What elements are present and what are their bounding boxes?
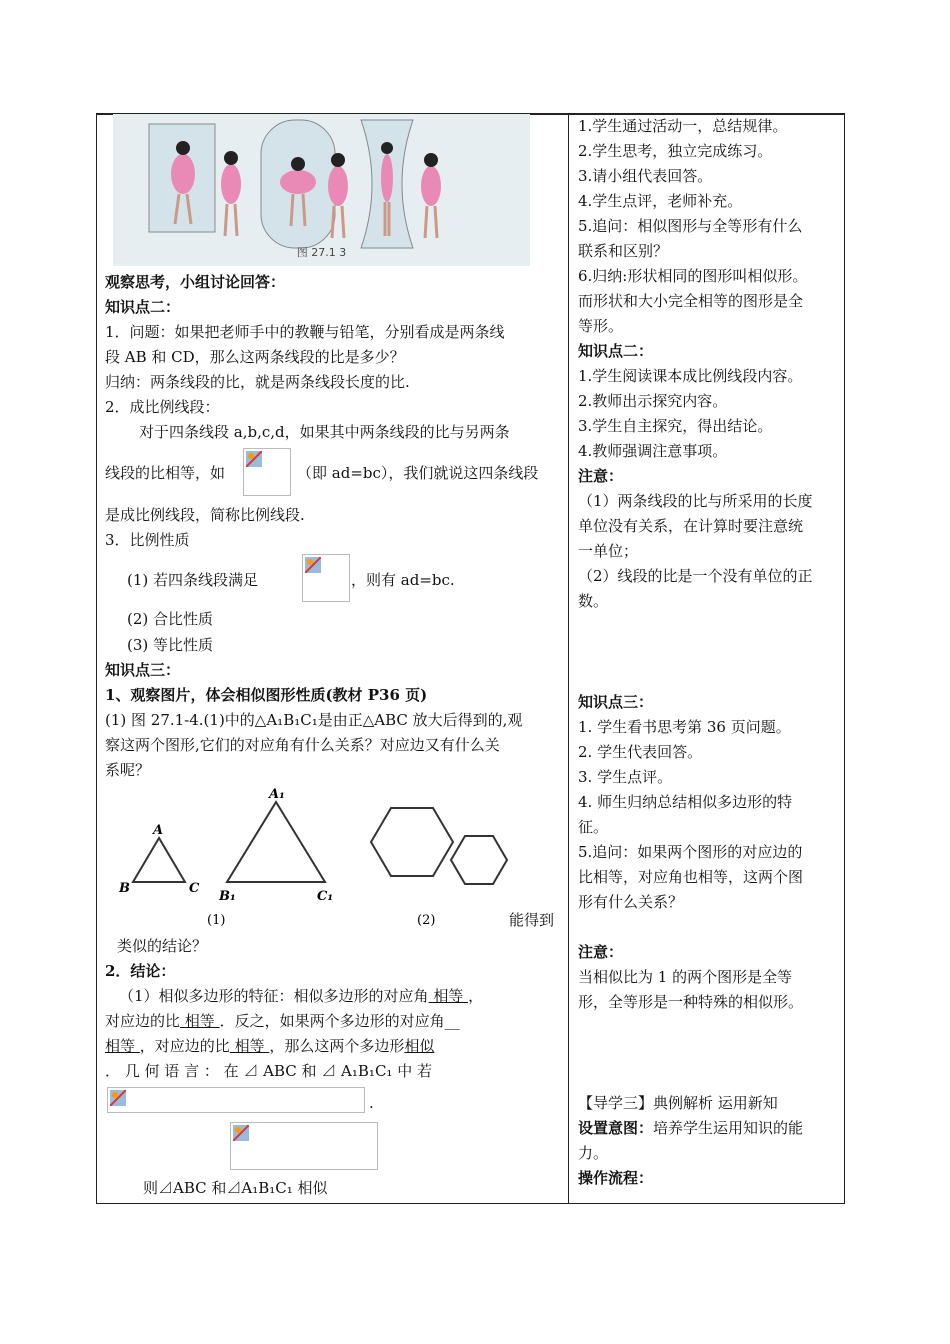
label-b: B [119, 881, 130, 896]
right-note2-line-1: 当相似比为 1 的两个图形是全等 [578, 968, 793, 986]
mirror-figure [113, 114, 530, 266]
right-note2-heading: 注意： [578, 943, 624, 961]
image-placeholder-icon [233, 1125, 249, 1141]
conclusion-line-4 [105, 1062, 432, 1080]
right-kp2-heading: 知识点二： [578, 342, 654, 360]
intent-line [578, 1119, 803, 1137]
conclusion-similar: 则⊿ABC 和⊿A₁B₁C₁ 相似 [143, 1179, 328, 1197]
lesson-table [96, 113, 845, 1204]
image-placeholder-icon [305, 557, 321, 573]
guide-heading: 【导学三】典例解析 运用新知 [578, 1094, 778, 1112]
kp3-heading: 知识点三： [105, 661, 181, 679]
conclusion-line-2: 对应边的比 相等 ．反之，如果两个多边形的对应角__ [105, 1012, 460, 1030]
intent-text: 培养学生运用知识的能 [653, 1119, 804, 1137]
image-placeholder-icon [246, 451, 262, 467]
right-note-heading: 注意： [578, 467, 624, 485]
blank-angles-equal-2: 相等 [105, 1037, 140, 1055]
observe-heading: 观察思考，小组讨论回答： [105, 273, 286, 291]
right-item-5b: 联系和区别？ [578, 242, 669, 260]
label-a1: A₁ [269, 787, 285, 802]
right-item-6a: 6.归纳:形状相同的图形叫相似形。 [578, 267, 808, 285]
label-c1: C₁ [317, 889, 334, 904]
right-kp3-item-4a: 4. 师生归纳总结相似多边形的特 [578, 793, 793, 811]
right-item-2: 2.学生思考，独立完成练习。 [578, 142, 773, 160]
conclusion-text-4: ，对应边的比 [139, 1037, 230, 1055]
figure-label-1: (1) [207, 913, 226, 928]
conclusion-text-2: 对应边的比 [105, 1012, 181, 1030]
blank-ratios-equal: 相等 [180, 1012, 220, 1030]
right-kp2-item-4: 4.教师强调注意事项。 [578, 442, 728, 460]
conclusion-title: 2．结论： [105, 962, 176, 980]
right-kp2-item-2: 2.教师出示探究内容。 [578, 392, 728, 410]
similar-conclusion-a: 能得到 [509, 911, 555, 929]
right-kp3-item-5c: 形有什么关系？ [578, 893, 684, 911]
right-item-3: 3.请小组代表回答。 [578, 167, 713, 185]
question-line-1: 1．问题：如果把老师手中的教鞭与铅笔，分别看成是两条线 [105, 323, 505, 341]
formula-image-1 [243, 448, 291, 496]
right-note-2b: 数。 [578, 592, 609, 610]
proportional-line-3: 是成比例线段，简称比例线段. [105, 506, 305, 524]
right-kp3-item-1: 1. 学生看书思考第 36 页问题。 [578, 718, 791, 736]
formula-image-3 [107, 1087, 365, 1113]
flow-heading: 操作流程： [578, 1169, 654, 1187]
formula-image-2 [302, 554, 350, 602]
property-1a: (1) 若四条线段满足 [127, 571, 259, 589]
conclusion-line-1: （1）相似多边形的特征：相似多边形的对应角 相等 ， [119, 987, 484, 1005]
similar-conclusion-b: 类似的结论？ [117, 937, 208, 955]
question-line-2: 段 AB 和 CD，那么这两条线段的比是多少？ [105, 348, 405, 366]
formula-image-4 [230, 1122, 378, 1170]
right-kp3-item-5a: 5.追问：如果两个图形的对应边的 [578, 843, 803, 861]
label-c: C [189, 881, 200, 896]
right-kp3-item-4b: 征。 [578, 818, 609, 836]
conclusion-text-5: ，那么这两个多边形 [269, 1037, 405, 1055]
blank-similar: 相似 [404, 1037, 435, 1055]
right-note-1b: 单位没有关系，在计算时要注意统 [578, 517, 804, 535]
image-placeholder-icon [110, 1090, 126, 1106]
property-2: (2) 合比性质 [127, 610, 214, 628]
intent-label: 设置意图： [578, 1119, 654, 1137]
blank-ratios-equal-2: 相等 [229, 1037, 270, 1055]
right-kp3-item-3: 3. 学生点评。 [578, 768, 673, 786]
triangle-a1b1c1 [227, 802, 325, 882]
conclusion-line-3 [105, 1037, 434, 1055]
blank-angles-equal: 相等 [428, 987, 469, 1005]
right-note-1c: 一单位； [578, 542, 639, 560]
right-kp2-item-1: 1.学生阅读课本成比例线段内容。 [578, 367, 803, 385]
right-item-1: 1.学生通过活动一，总结规律。 [578, 117, 788, 135]
right-kp3-item-5b: 比相等，对应角也相等，这两个图 [578, 868, 804, 886]
right-kp2-item-3: 3.学生自主探究，得出结论。 [578, 417, 773, 435]
large-hexagon [371, 808, 453, 876]
right-item-6c: 等形。 [578, 317, 624, 335]
geometry-language: ． 几 何 语 言 ： 在 ⊿ ABC 和 ⊿ A₁B₁C₁ 中 若 [105, 1062, 432, 1080]
right-kp3-item-2: 2. 学生代表回答。 [578, 743, 703, 761]
figure-label-2: (2) [417, 913, 436, 928]
kp3-question-3: 系呢？ [105, 761, 151, 779]
right-note2-line-2: 形，全等形是一种特殊的相似形。 [578, 993, 804, 1011]
kp3-item-1: 1、观察图片，体会相似图形性质(教材 P36 页) [105, 686, 428, 704]
proportional-line-2a: 线段的比相等，如 [105, 464, 226, 482]
figure-caption: 图 27.1 3 [296, 246, 347, 259]
label-a: A [153, 823, 164, 838]
similar-shapes-figure [111, 786, 511, 936]
conclusion-text-3: ．反之，如果两个多边形的对应角 [219, 1012, 445, 1030]
kp2-heading: 知识点二： [105, 298, 181, 316]
property-1b: ，则有 ad=bc. [351, 571, 455, 589]
right-note-1a: （1）两条线段的比与所采用的长度 [578, 492, 813, 510]
conclusion-text-1: （1）相似多边形的特征：相似多边形的对应角 [119, 987, 429, 1005]
kp3-question-2: 察这两个图形,它们的对应角有什么关系？对应边又有什么关 [105, 736, 500, 754]
formula-period: . [369, 1094, 374, 1112]
label-b1: B₁ [219, 889, 236, 904]
small-hexagon [451, 836, 507, 884]
right-kp3-heading: 知识点三： [578, 693, 654, 711]
intent-line-2: 力。 [578, 1144, 609, 1162]
triangle-abc [133, 838, 185, 882]
right-note-2a: （2）线段的比是一个没有单位的正 [578, 567, 813, 585]
kp3-question-1: (1) 图 27.1-4.(1)中的△A₁B₁C₁是由正△ABC 放大后得到的,观 [105, 711, 523, 729]
proportional-line-1: 对于四条线段 a,b,c,d，如果其中两条线段的比与另两条 [139, 423, 510, 441]
property-title: 3．比例性质 [105, 531, 190, 549]
column-divider [568, 114, 569, 1203]
property-3: (3) 等比性质 [127, 636, 214, 654]
right-item-6b: 而形状和大小完全相等的图形是全 [578, 292, 804, 310]
summary-line: 归纳：两条线段的比，就是两条线段长度的比. [105, 373, 410, 391]
proportional-line-2b: （即 ad=bc），我们就说这四条线段 [297, 464, 539, 482]
right-item-4: 4.学生点评，老师补充。 [578, 192, 743, 210]
proportional-title: 2．成比例线段： [105, 398, 220, 416]
right-item-5a: 5.追问：相似图形与全等形有什么 [578, 217, 803, 235]
